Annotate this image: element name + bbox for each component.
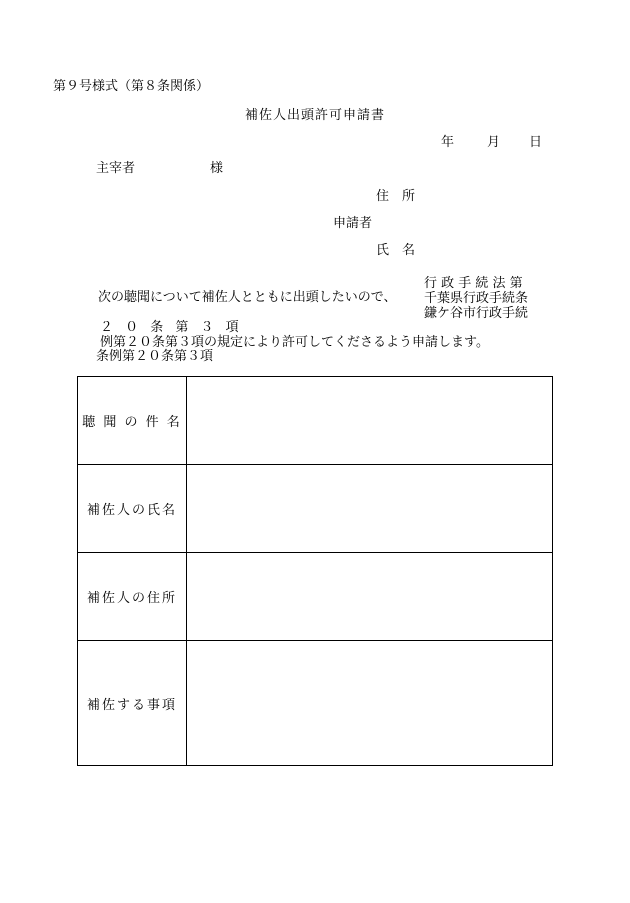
- applicant-name-label: 氏 名: [376, 243, 416, 258]
- table-row: [78, 465, 553, 553]
- assistant-address-field[interactable]: [187, 553, 553, 641]
- applicant-label: 申請者: [333, 216, 373, 231]
- date-day-label: 日: [529, 135, 543, 150]
- body-text-line1: 次の聴聞について補佐人とともに出頭したいので、: [98, 290, 397, 305]
- table-row: [78, 377, 553, 465]
- law-option-prefecture: 千葉県行政手続条: [424, 291, 529, 306]
- hearing-title-label: 聴 聞 の 件 名: [78, 377, 187, 465]
- assistance-matters-label: 補佐する事項: [78, 641, 187, 766]
- law-options: [424, 276, 528, 321]
- date-month-label: 月: [487, 135, 501, 150]
- addressee-label: 主宰者: [96, 161, 136, 176]
- addressee-honorific: 様: [210, 161, 224, 176]
- assistant-name-label: 補佐人の氏名: [78, 465, 187, 553]
- date-year-label: 年: [441, 135, 455, 150]
- table-row: [78, 641, 553, 766]
- assistant-name-field[interactable]: [187, 465, 553, 553]
- assistance-matters-field[interactable]: [187, 641, 553, 766]
- application-table: [77, 376, 553, 766]
- document-title: 補佐人出頭許可申請書: [244, 108, 385, 123]
- body-text-line3: 条例第２０条第３項: [96, 349, 214, 364]
- assistant-address-label: 補佐人の住所: [78, 553, 187, 641]
- body-text-line2: 例第２０条第３項の規定により許可してくださるよう申請します。: [100, 335, 489, 350]
- table-row: [78, 553, 553, 641]
- hearing-title-field[interactable]: [187, 377, 553, 465]
- applicant-address-label: 住 所: [376, 189, 416, 204]
- law-option-city: 鎌ケ谷市行政手続: [424, 306, 529, 321]
- law-option-national: 行 政 手 続 法 第: [424, 276, 523, 291]
- body-clause: ２ ０ 条 第 ３ 項: [100, 320, 243, 335]
- form-number: 第９号様式（第８条関係）: [53, 79, 210, 94]
